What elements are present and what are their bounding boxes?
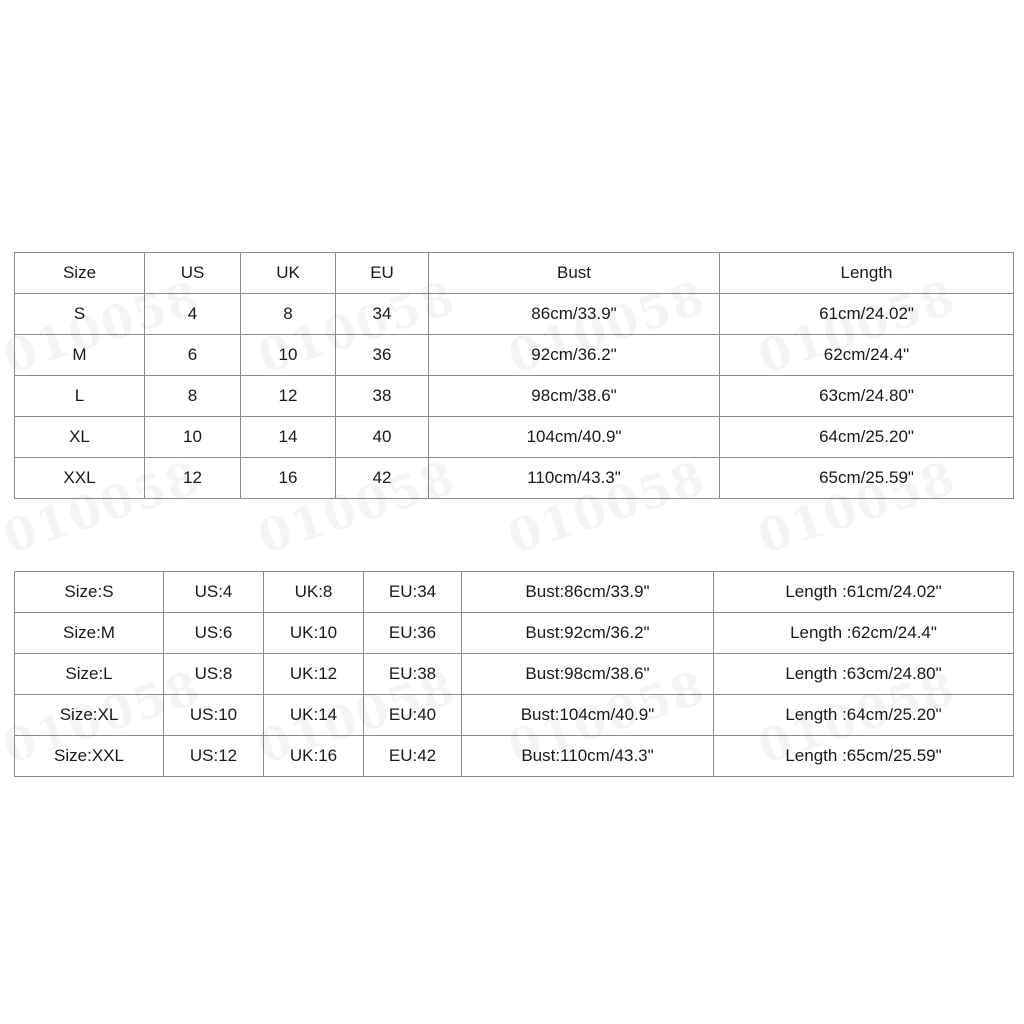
table-cell: Length :64cm/25.20" [714,695,1014,736]
table-cell: 10 [241,335,336,376]
table-cell: 4 [145,294,241,335]
table-cell: 10 [145,417,241,458]
table-cell: 86cm/33.9" [429,294,720,335]
table-cell: Bust:86cm/33.9" [462,572,714,613]
table-row [15,613,1014,654]
table-cell: 110cm/43.3" [429,458,720,499]
table-row [15,294,1014,335]
table-cell: UK:10 [264,613,364,654]
size-chart-labeled-table [14,571,1014,777]
table-cell: EU:34 [364,572,462,613]
table-header-row [15,253,1014,294]
table-cell: Bust:98cm/38.6" [462,654,714,695]
table-cell: UK:16 [264,736,364,777]
table-cell: 40 [336,417,429,458]
table-cell: 34 [336,294,429,335]
table-cell: EU:42 [364,736,462,777]
table-cell: Bust:92cm/36.2" [462,613,714,654]
table-cell: 8 [241,294,336,335]
table-cell: 14 [241,417,336,458]
table-cell: 62cm/24.4" [720,335,1014,376]
table-cell: 104cm/40.9" [429,417,720,458]
table-row [15,695,1014,736]
table-cell: UK:14 [264,695,364,736]
table-cell: 36 [336,335,429,376]
header-cell: Size [15,253,145,294]
table-cell: EU:38 [364,654,462,695]
table-cell: XL [15,417,145,458]
table-cell: 98cm/38.6" [429,376,720,417]
table-cell: US:6 [164,613,264,654]
table-cell: US:4 [164,572,264,613]
table-row [15,654,1014,695]
header-cell: EU [336,253,429,294]
header-cell: Bust [429,253,720,294]
table-row [15,458,1014,499]
table-cell: Length :61cm/24.02" [714,572,1014,613]
table-row [15,572,1014,613]
table-cell: Size:XXL [15,736,164,777]
table-cell: L [15,376,145,417]
table-cell: 12 [145,458,241,499]
table-cell: XXL [15,458,145,499]
table-cell: Length :63cm/24.80" [714,654,1014,695]
header-cell: Length [720,253,1014,294]
table-cell: Bust:104cm/40.9" [462,695,714,736]
table-cell: Size:S [15,572,164,613]
table-cell: 64cm/25.20" [720,417,1014,458]
table-cell: Size:M [15,613,164,654]
table-cell: 42 [336,458,429,499]
header-cell: UK [241,253,336,294]
table-cell: 63cm/24.80" [720,376,1014,417]
table-cell: US:10 [164,695,264,736]
table-cell: 12 [241,376,336,417]
table-cell: 16 [241,458,336,499]
size-chart-table [14,252,1014,499]
header-cell: US [145,253,241,294]
table-cell: M [15,335,145,376]
table-row [15,376,1014,417]
table-cell: EU:36 [364,613,462,654]
table-cell: US:12 [164,736,264,777]
table-cell: Bust:110cm/43.3" [462,736,714,777]
table-cell: 38 [336,376,429,417]
table-cell: US:8 [164,654,264,695]
table-cell: 65cm/25.59" [720,458,1014,499]
table-cell: UK:12 [264,654,364,695]
table-row [15,417,1014,458]
table-row [15,335,1014,376]
table-row [15,736,1014,777]
table-cell: Length :62cm/24.4" [714,613,1014,654]
table-cell: S [15,294,145,335]
table-cell: 61cm/24.02" [720,294,1014,335]
table-cell: 92cm/36.2" [429,335,720,376]
table-cell: UK:8 [264,572,364,613]
table-cell: EU:40 [364,695,462,736]
table-cell: 8 [145,376,241,417]
table-cell: Length :65cm/25.59" [714,736,1014,777]
table-cell: 6 [145,335,241,376]
table-cell: Size:XL [15,695,164,736]
table-cell: Size:L [15,654,164,695]
